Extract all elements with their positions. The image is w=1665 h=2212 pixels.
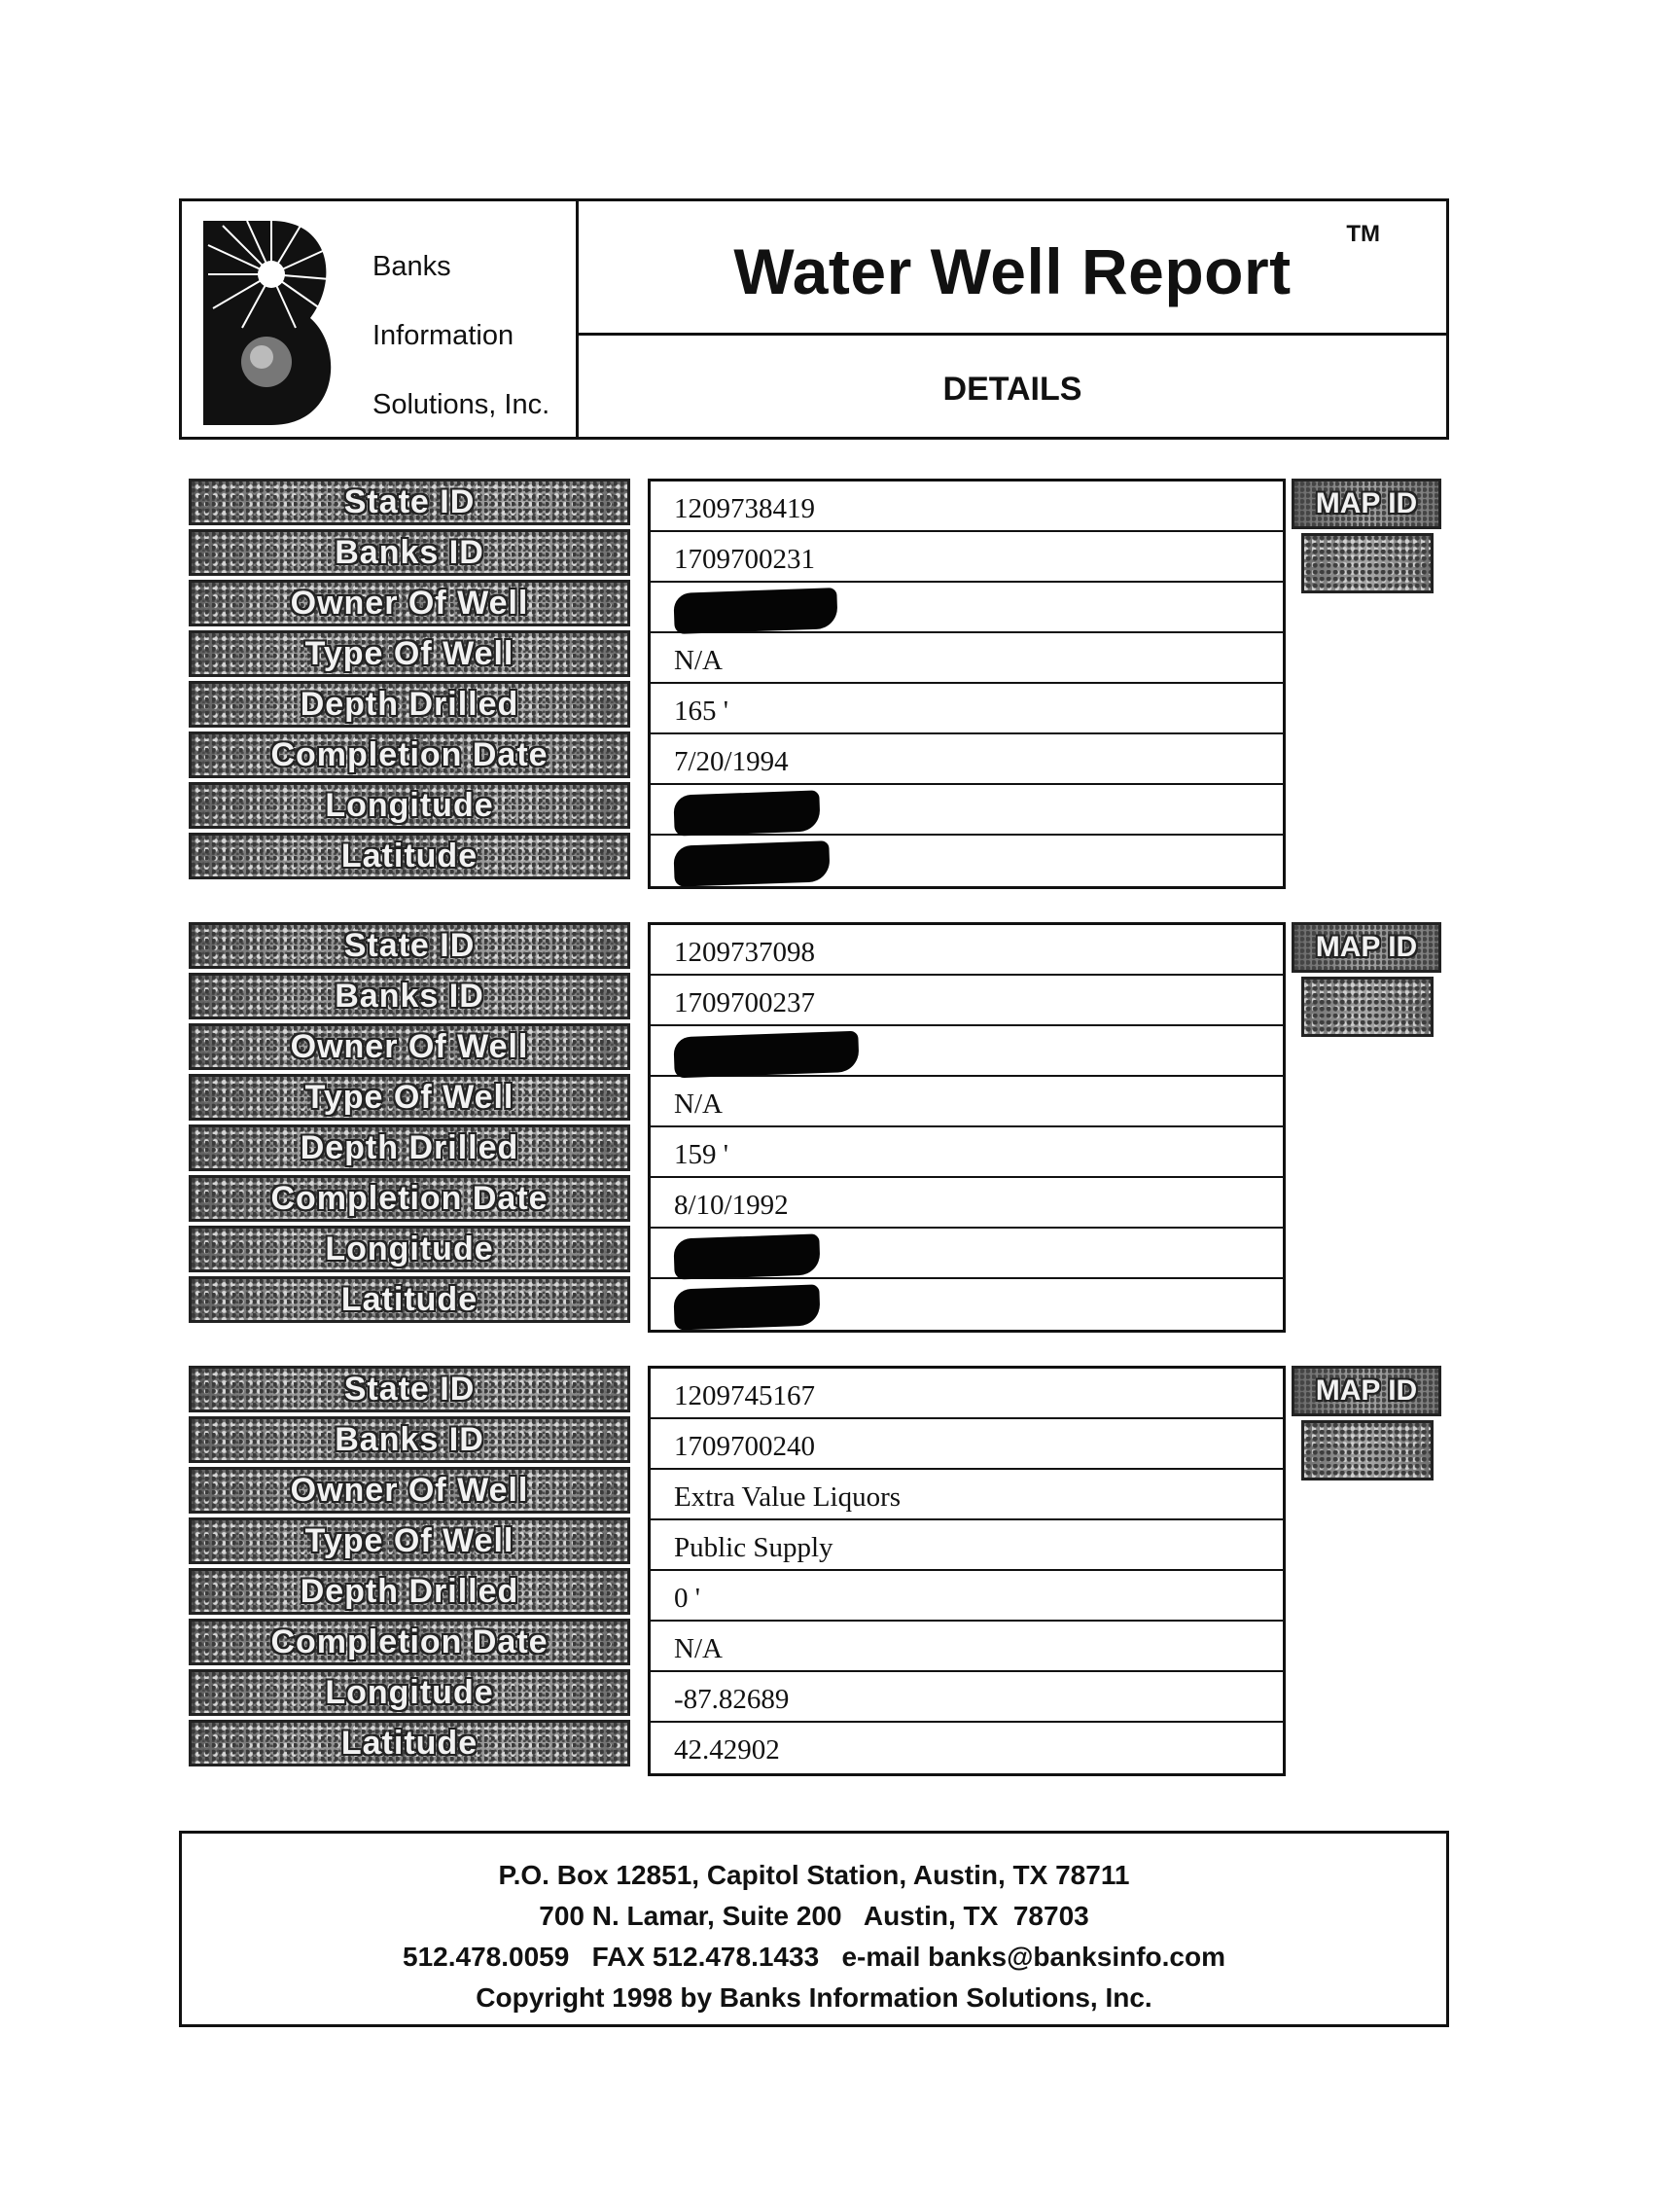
map-id-box <box>1292 922 1441 1037</box>
redaction-mark <box>673 1233 820 1279</box>
company-logo-box <box>182 201 579 437</box>
map-id-label: MAP ID <box>1292 922 1441 973</box>
value-longitude <box>651 785 1283 836</box>
label-completion-date: Completion Date <box>189 1619 630 1665</box>
field-values <box>648 922 1286 1333</box>
report-title: Water Well Report <box>733 235 1292 307</box>
value-owner-of-well <box>651 583 1283 633</box>
footer-phone-fax-email: 512.478.0059 FAX 512.478.1433 e-mail banks@banksinfo.com <box>403 1942 1225 1972</box>
value-type-of-well: Public Supply <box>651 1520 1283 1571</box>
value-latitude <box>651 836 1283 886</box>
value-completion-date: 7/20/1994 <box>651 734 1283 785</box>
title-box <box>579 201 1446 336</box>
value-depth-drilled: 159 ' <box>651 1127 1283 1178</box>
field-values <box>648 1366 1286 1776</box>
value-depth-drilled: 0 ' <box>651 1571 1283 1622</box>
label-state-id: State ID <box>189 1366 630 1412</box>
field-labels <box>189 479 630 883</box>
footer-copyright: Copyright 1998 by Banks Information Solutions, Inc. <box>476 1982 1152 2013</box>
map-id-box <box>1292 1366 1441 1481</box>
label-owner-of-well: Owner Of Well <box>189 1467 630 1514</box>
footer-po-box: P.O. Box 12851, Capitol Station, Austin, TX 78711 <box>498 1860 1130 1890</box>
label-latitude: Latitude <box>189 1720 630 1766</box>
label-state-id: State ID <box>189 922 630 969</box>
well-record-1 <box>0 479 1665 897</box>
label-owner-of-well: Owner Of Well <box>189 1023 630 1070</box>
value-owner-of-well <box>651 1026 1283 1077</box>
value-type-of-well: N/A <box>651 633 1283 684</box>
company-line-1: Banks <box>372 251 451 282</box>
trademark-mark: TM <box>1346 221 1380 247</box>
label-latitude: Latitude <box>189 1276 630 1323</box>
well-record-3 <box>0 1366 1665 1784</box>
contact-footer <box>179 1831 1449 2027</box>
value-owner-of-well: Extra Value Liquors <box>651 1470 1283 1520</box>
value-completion-date: N/A <box>651 1622 1283 1672</box>
label-longitude: Longitude <box>189 1226 630 1272</box>
redaction-mark <box>673 1031 859 1079</box>
field-labels <box>189 922 630 1327</box>
label-type-of-well: Type Of Well <box>189 630 630 677</box>
field-labels <box>189 1366 630 1770</box>
banks-logo-icon <box>203 221 339 425</box>
field-values <box>648 479 1286 889</box>
map-id-label: MAP ID <box>1292 479 1441 529</box>
value-longitude <box>651 1229 1283 1279</box>
label-depth-drilled: Depth Drilled <box>189 1124 630 1171</box>
report-subtitle: DETAILS <box>942 371 1082 408</box>
label-longitude: Longitude <box>189 1669 630 1716</box>
map-id-value <box>1301 977 1434 1037</box>
value-state-id: 1209737098 <box>651 925 1283 976</box>
label-latitude: Latitude <box>189 833 630 879</box>
label-type-of-well: Type Of Well <box>189 1517 630 1564</box>
value-latitude <box>651 1279 1283 1330</box>
label-completion-date: Completion Date <box>189 1175 630 1222</box>
label-banks-id: Banks ID <box>189 1416 630 1463</box>
label-owner-of-well: Owner Of Well <box>189 580 630 626</box>
label-longitude: Longitude <box>189 782 630 829</box>
label-state-id: State ID <box>189 479 630 525</box>
map-id-value <box>1301 533 1434 593</box>
map-id-value <box>1301 1420 1434 1481</box>
value-banks-id: 1709700240 <box>651 1419 1283 1470</box>
redaction-mark <box>673 840 830 887</box>
map-id-label: MAP ID <box>1292 1366 1441 1416</box>
label-banks-id: Banks ID <box>189 529 630 576</box>
label-depth-drilled: Depth Drilled <box>189 1568 630 1615</box>
company-name <box>372 232 549 440</box>
label-depth-drilled: Depth Drilled <box>189 681 630 728</box>
value-type-of-well: N/A <box>651 1077 1283 1127</box>
redaction-mark <box>673 1284 820 1330</box>
company-line-2: Information <box>372 320 514 351</box>
value-state-id: 1209745167 <box>651 1369 1283 1419</box>
label-banks-id: Banks ID <box>189 973 630 1019</box>
value-latitude: 42.42902 <box>674 1734 780 1766</box>
report-header <box>179 198 1449 440</box>
company-line-3: Solutions, Inc. <box>372 389 550 420</box>
map-id-box <box>1292 479 1441 593</box>
value-banks-id: 1709700231 <box>651 532 1283 583</box>
redaction-mark <box>673 790 820 836</box>
value-longitude: -87.82689 <box>651 1672 1283 1723</box>
value-state-id: 1209738419 <box>651 482 1283 532</box>
label-type-of-well: Type Of Well <box>189 1074 630 1121</box>
footer-street-address: 700 N. Lamar, Suite 200 Austin, TX 78703 <box>539 1901 1089 1931</box>
well-record-2 <box>0 922 1665 1340</box>
value-depth-drilled: 165 ' <box>651 684 1283 734</box>
value-banks-id: 1709700237 <box>651 976 1283 1026</box>
value-completion-date: 8/10/1992 <box>651 1178 1283 1229</box>
redaction-mark <box>673 588 837 634</box>
label-completion-date: Completion Date <box>189 731 630 778</box>
